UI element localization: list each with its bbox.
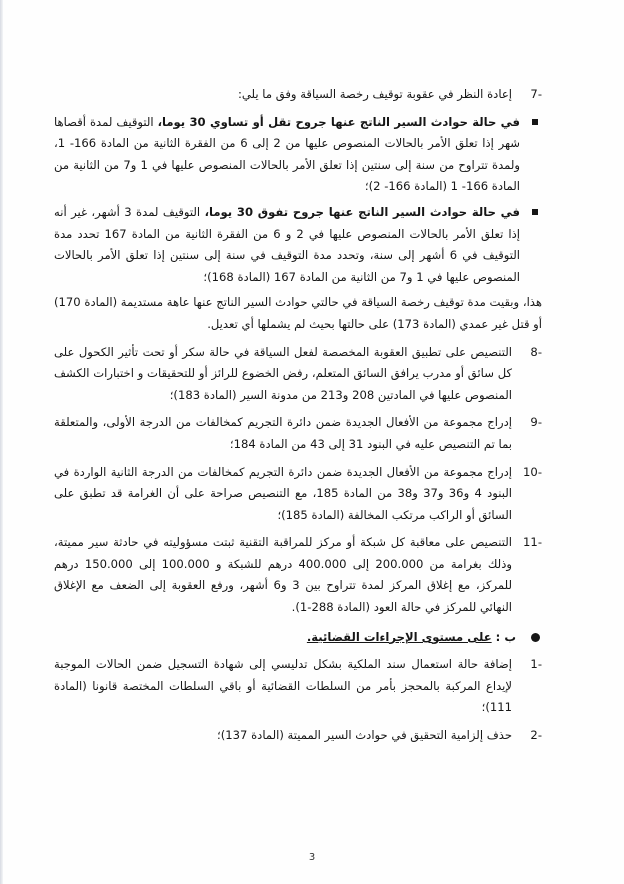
bullet-bold-lead: في حالة حوادث السير الناتج عنها جروح تفوق 30 يوما، [204, 204, 521, 219]
section-prefix: ب : [491, 629, 516, 644]
item-text: التنصيص على معاقبة كل شبكة أو مركز للمراقبة التقنية ثبتت مسؤوليته في حادثة سير مميتة، وذلك بغرامة من 200.000 إلى 400.000 درهم للشبكة و 100.000 إلى 150.000 درهم للمركز، مع إغلاق المركز لمدة تتراوح بين 3 و6 أشهر، ورفع العقوبة إلى الضعف مع الإغلاق النهائي للمركز في حالة العود (المادة 288-1). [54, 535, 512, 615]
item-text: التنصيص على تطبيق العقوبة المخصصة لفعل السياقة في حالة سكر أو تحت تأثير الكحول على كل سائق أو مدرب يرافق السائق المتعلم، رفض الخضوع للرائز أو للتحقيقات و اختبارات الكشف المنصوص عليها في المادتين 208 و213 من مدونة السير (المادة 183)؛ [54, 344, 512, 402]
scan-edge [0, 0, 3, 884]
square-bullet-icon [532, 119, 538, 125]
bullet-bold-lead: في حالة حوادث السير الناتج عنها جروح تقل أو تساوي 30 يوما، [157, 114, 520, 129]
item-number: -10 [523, 464, 542, 479]
item-number: -2 [530, 728, 542, 743]
item-number: -9 [530, 415, 542, 430]
item-number: -7 [530, 87, 542, 101]
section-heading-judicial-procedures [54, 627, 542, 649]
item-number: -11 [523, 535, 542, 550]
list-item-7 [54, 84, 542, 106]
item-text: إعادة النظر في عقوبة توقيف رخصة السياقة وفق ما يلي: [237, 87, 512, 101]
round-bullet-icon [531, 633, 540, 642]
list-item-10 [54, 462, 542, 527]
item-number: -8 [530, 344, 542, 359]
list-item-b2 [54, 725, 542, 747]
item-text: إدراج مجموعة من الأفعال الجديدة ضمن دائرة التجريم كمخالفات من الدرجة الثانية الواردة في البنود 4 و36 و37 و38 من المادة 185، مع التنصيص صراحة على أن الغرامة قد تطبق على السائق أو الراكب مرتكب المخالفة (المادة 185)؛ [54, 464, 512, 522]
list-item-8 [54, 342, 542, 407]
item-number: -1 [530, 657, 542, 672]
item-text: حذف إلزامية التحقيق في حوادث السير المميتة (المادة 137)؛ [217, 728, 512, 743]
section-title: على مستوى الإجراءات القضائية. [306, 629, 492, 644]
document-body [54, 84, 542, 753]
bullet-text: التوقيف لمدة أقصاها شهر إذا تعلق الأمر بالحالات المنصوص عليها من 2 إلى 6 من الفقرة الثانية من المادة 166- 1، ولمدة تتراوح من سنة إلى سنتين إذا تعلق الأمر بالحالات المنصوص عليها في 1 و7 من الثانية من المادة 166- 1 (المادة 166- 2)؛ [54, 114, 521, 194]
item-text: إدراج مجموعة من الأفعال الجديدة ضمن دائرة التجريم كمخالفات من الدرجة الأولى، والمتعلقة بما تم التنصيص عليه في البنود 31 إلى 43 من المادة 184؛ [54, 415, 512, 451]
bullet-item-injuries-over-30 [54, 202, 542, 288]
page-number: 3 [308, 852, 316, 863]
item-text: إضافة حالة استعمال سند الملكية بشكل تدليسي إلى شهادة التسجيل ضمن الحالات الموجبة لإيداع المركبة بالمحجز بأمر من السلطات القضائية أو باقي السلطات المختصة قانونا (المادة 111)؛ [54, 657, 512, 715]
list-item-11 [54, 532, 542, 618]
list-item-9 [54, 412, 542, 455]
bullet-text: التوقيف لمدة 3 أشهر، غير أنه إذا تعلق الأمر بالحالات المنصوص عليها في 2 و 6 من الفقرة الثانية من المادة 167 تحدد مدة التوقيف في 6 أشهر إلى سنة، وتحدد مدة التوقيف في سنة إلى سنتين إذا تعلق الأمر بالحالات المنصوص عليها في 1 و7 من الثانية من المادة 167 (المادة 168)؛ [54, 204, 521, 284]
bullet-item-injuries-under-30 [54, 112, 542, 198]
note-paragraph: هذا، وبقيت مدة توقيف رخصة السياقة في حالتي حوادث السير الناتج عنها عاهة مستديمة (المادة 170) أو قتل غير عمدي (المادة 173) على حالتها بحيث لم يشملها أي تعديل. [54, 295, 542, 331]
square-bullet-icon [532, 209, 538, 215]
list-item-b1 [54, 654, 542, 719]
